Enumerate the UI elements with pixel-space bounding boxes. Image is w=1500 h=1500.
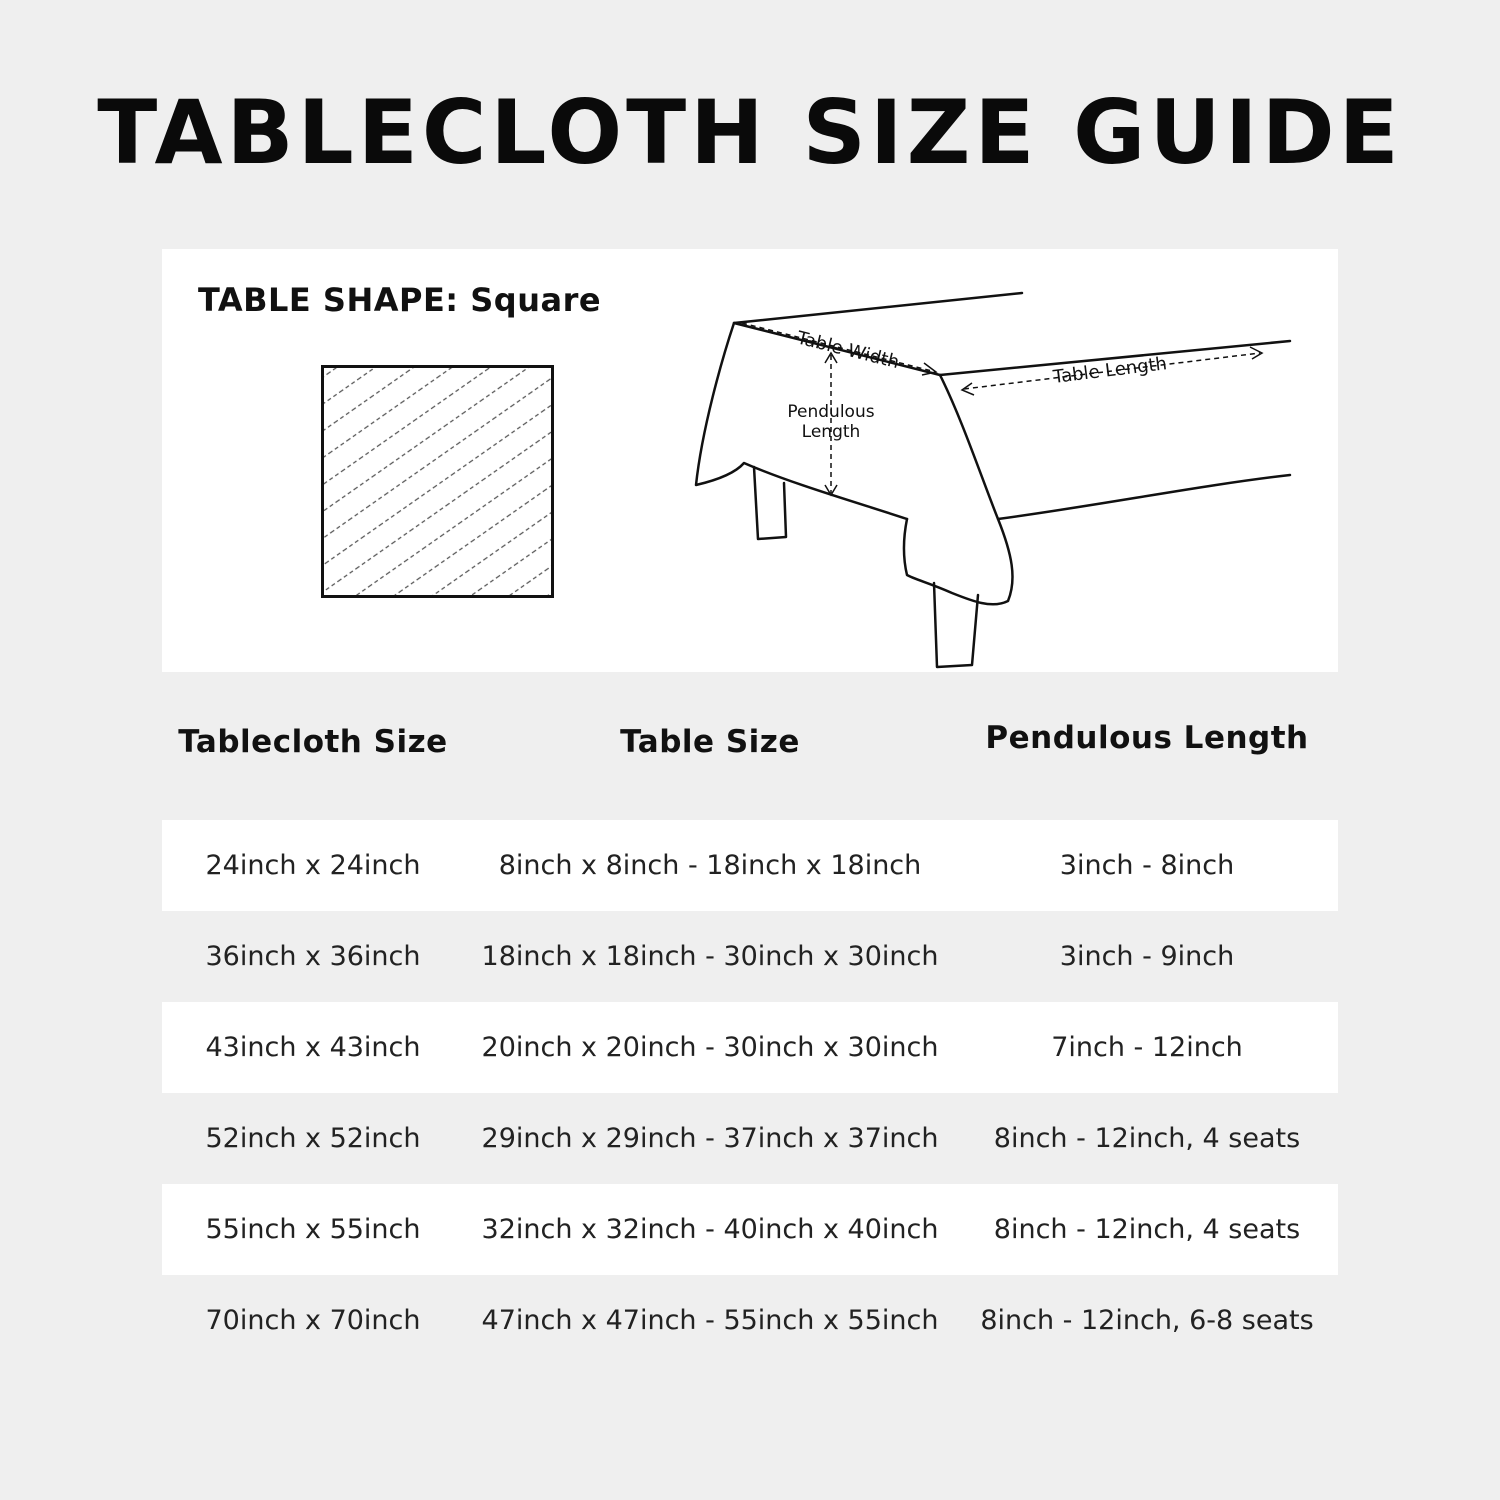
header-tablecloth-size: Tablecloth Size [178,724,448,760]
tablecloth-size-cell: 52inch x 52inch [205,1123,421,1154]
table-size-cell: 32inch x 32inch - 40inch x 40inch [481,1214,939,1245]
page-title: TABLECLOTH SIZE GUIDE [97,81,1403,184]
table-size-cell: 29inch x 29inch - 37inch x 37inch [481,1123,939,1154]
tablecloth-diagram-icon [682,279,1322,679]
pendulous-length-cell: 8inch - 12inch, 4 seats [993,1123,1301,1154]
pendulous-label-line1: Pendulous [787,402,875,422]
table-shape-label: TABLE SHAPE: Square [198,281,602,319]
table-row [162,1093,1338,1184]
table-row [162,1275,1338,1366]
pendulous-length-cell: 8inch - 12inch, 6-8 seats [980,1305,1314,1336]
header-pendulous-length: Pendulous Length [985,720,1309,756]
tablecloth-size-cell: 24inch x 24inch [205,850,421,881]
header-table-size: Table Size [620,724,800,760]
table-row [162,820,1338,911]
pendulous-length-cell: 7inch - 12inch [1051,1032,1243,1063]
tablecloth-size-cell: 43inch x 43inch [205,1032,421,1063]
table-size-cell: 8inch x 8inch - 18inch x 18inch [498,850,922,881]
table-row [162,1002,1338,1093]
table-row [162,1184,1338,1275]
pendulous-label-line2: Length [801,422,861,442]
tablecloth-size-cell: 36inch x 36inch [205,941,421,972]
tablecloth-size-cell: 55inch x 55inch [205,1214,421,1245]
table-size-cell: 18inch x 18inch - 30inch x 30inch [481,941,939,972]
table-row [162,911,1338,1002]
table-shape-panel [162,249,1338,672]
table-size-cell: 47inch x 47inch - 55inch x 55inch [481,1305,939,1336]
pendulous-length-cell: 8inch - 12inch, 4 seats [993,1214,1301,1245]
dotted-square-icon [321,365,554,598]
table-width-label: Table Width [794,327,902,374]
size-table [162,820,1338,1366]
pendulous-length-cell: 3inch - 9inch [1059,941,1235,972]
pendulous-length-cell: 3inch - 8inch [1059,850,1235,881]
tablecloth-size-cell: 70inch x 70inch [205,1305,421,1336]
table-length-label: Table Length [1052,353,1169,388]
table-size-cell: 20inch x 20inch - 30inch x 30inch [481,1032,939,1063]
